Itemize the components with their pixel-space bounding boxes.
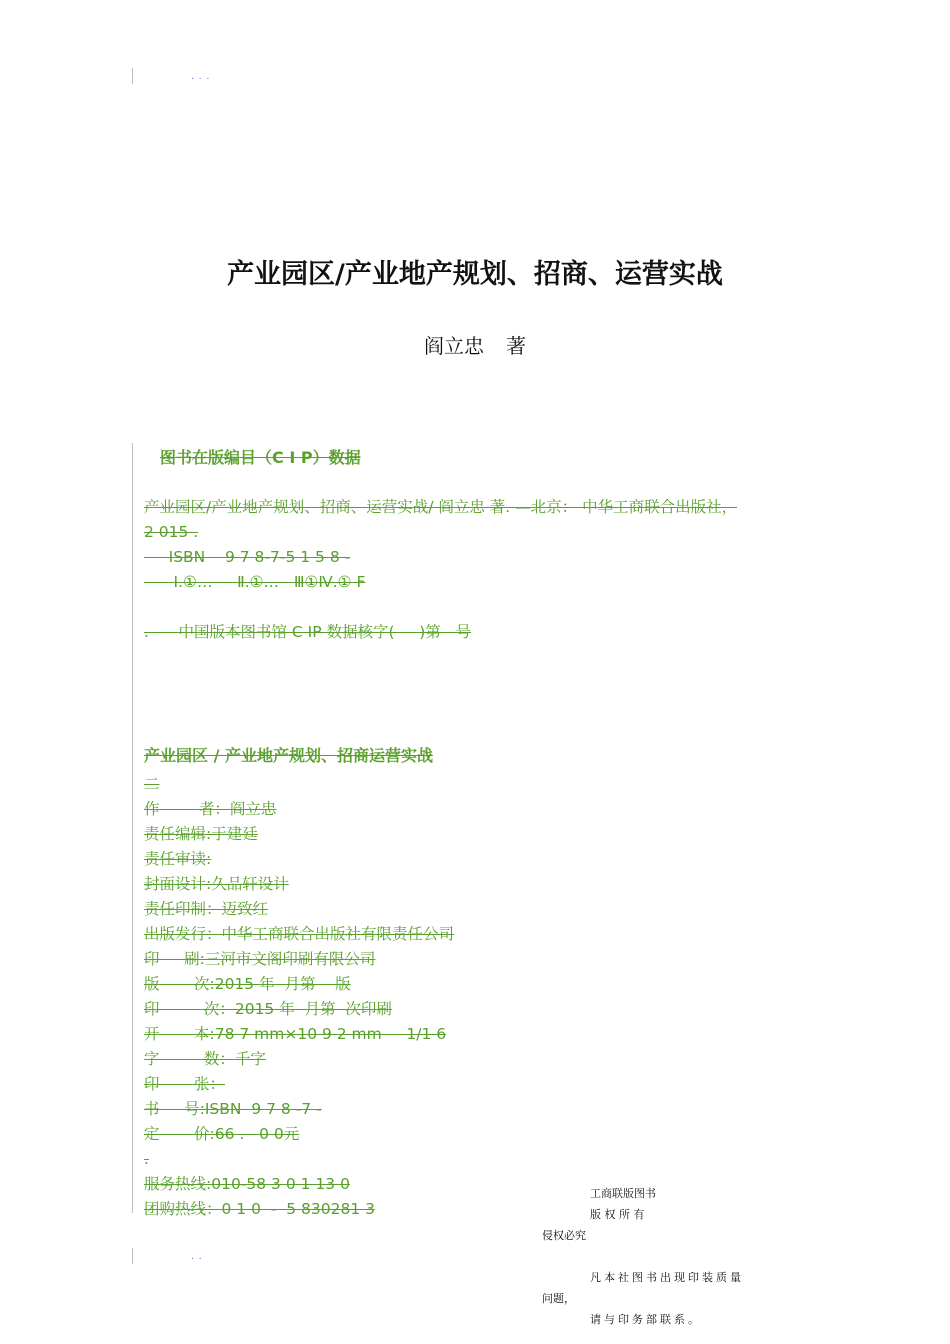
book-title: 产业园区/产业地产规划、招商、运营实战 — [227, 259, 723, 290]
info-line: 责任审读: — [144, 850, 212, 868]
cip-margin-line — [132, 443, 133, 1213]
info-line: 出版发行：中华工商联合出版社有限责任公司 — [144, 925, 455, 943]
cip-line — [144, 595, 737, 620]
info-line: 字 数：千字 — [144, 1050, 266, 1068]
author-name: 阎立忠 — [424, 334, 484, 358]
info-line: 封面设计:久品轩设计 — [144, 875, 289, 893]
bottom-margin-mark — [132, 1248, 133, 1264]
cip-line: 产业园区/产业地产规划、招商、运营实战/ 阎立忠 著. —北京： 中华工商联合出版社， — [144, 498, 738, 516]
publication-info — [144, 772, 454, 1222]
info-line: 定 价:66 . 0 0元 — [144, 1125, 300, 1143]
copyright-line: 侵权必究 — [542, 1229, 586, 1242]
info-line: 开 本:78 7 mm×10 9 2 mm 1/1 6 — [144, 1025, 447, 1043]
info-line: 服务热线:010-58 3 0 1 13 0 — [144, 1175, 350, 1193]
info-line: 团购热线：0 1 0 - 5 830281 3 — [144, 1200, 375, 1218]
copyright-line: 请与印务部联系。 — [590, 1313, 702, 1326]
info-line: 作 者：阎立忠 — [144, 800, 277, 818]
info-line: 责任印制：迈致红 — [144, 900, 269, 918]
info-line: 书 号:ISBN 9 7 8 -7 - — [144, 1100, 322, 1118]
info-line: 版 次:2015 年 月第 版 — [144, 975, 351, 993]
cip-line: . 中国版本图书馆 C IP 数据核字( )第 号 — [144, 623, 472, 641]
publication-title: 产业园区 / 产业地产规划、招商运营实战 — [144, 746, 433, 765]
info-line: 责任编辑:于建廷 — [144, 825, 258, 843]
info-line: 印 次：2015 年 月第 次印刷 — [144, 1000, 392, 1018]
author-role: 著 — [506, 334, 526, 358]
cip-line: ISBN 9 7 8-7-5 1 5 8 - — [144, 548, 351, 566]
cip-block — [144, 495, 737, 645]
cip-line: 2 015 . — [144, 523, 199, 541]
copyright-line: 版 权 所 有 — [590, 1208, 645, 1221]
cip-line: Ⅰ.①… Ⅱ.①… Ⅲ①Ⅳ.① F — [144, 573, 366, 591]
top-margin-mark — [132, 68, 133, 84]
cip-heading: 图书在版编目（C I P）数据 — [160, 448, 361, 467]
author-line — [0, 330, 950, 359]
header-page-mark: . . . — [191, 72, 211, 82]
info-line: 二 — [144, 775, 160, 793]
copyright-line: 问题， — [542, 1292, 575, 1305]
footer-page-mark: . . — [191, 1252, 203, 1262]
copyright-line: 凡本社图书出现印装质量 — [590, 1271, 744, 1284]
copyright-notice — [542, 1183, 744, 1330]
info-line: 印 张： — [144, 1075, 225, 1093]
copyright-line: 工商联版图书 — [590, 1187, 656, 1200]
info-line: . — [144, 1150, 149, 1168]
info-line: 印 刷:三河市文阁印刷有限公司 — [144, 950, 376, 968]
